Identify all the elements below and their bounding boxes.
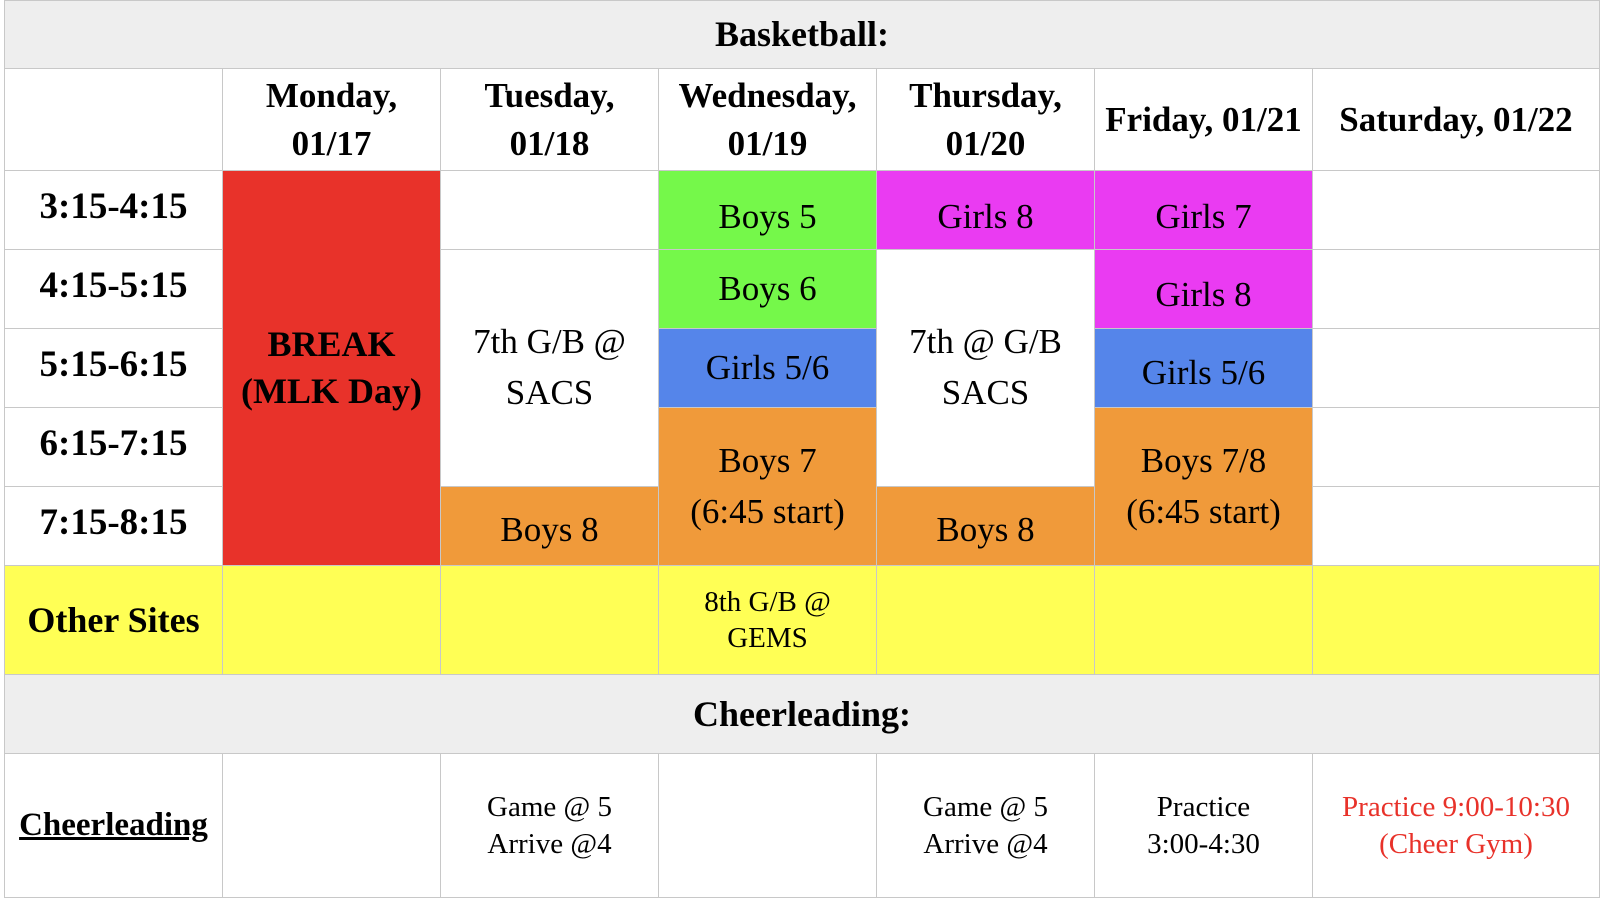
event-thursday-7th-sacs: 7th @ G/B SACS	[876, 249, 1095, 487]
cheerleading-row-label: Cheerleading	[4, 753, 223, 898]
day-header-thursday: Thursday, 01/20	[876, 68, 1095, 171]
day-header-friday: Friday, 01/21	[1094, 68, 1313, 171]
event-wednesday-boys7: Boys 7 (6:45 start)	[658, 407, 877, 566]
empty-cell-sat-3	[1312, 328, 1600, 408]
event-thursday-boys8: Boys 8	[876, 486, 1095, 566]
event-thursday-girls8: Girls 8	[876, 170, 1095, 250]
empty-cell-sat-1	[1312, 170, 1600, 250]
schedule-sheet	[4, 0, 1600, 898]
basketball-section-header: Basketball:	[4, 0, 1600, 69]
empty-cell-sat-5	[1312, 486, 1600, 566]
time-slot-2: 4:15-5:15	[4, 249, 223, 329]
cheer-cell-thursday: Game @ 5 Arrive @4	[876, 753, 1095, 898]
event-tuesday-7th-sacs: 7th G/B @ SACS	[440, 249, 659, 487]
time-slot-1: 3:15-4:15	[4, 170, 223, 250]
event-wednesday-boys6: Boys 6	[658, 249, 877, 329]
cheer-cell-monday	[222, 753, 441, 898]
other-sites-monday	[222, 565, 441, 675]
day-header-saturday: Saturday, 01/22	[1312, 68, 1600, 171]
event-wednesday-boys5: Boys 5	[658, 170, 877, 250]
other-sites-friday	[1094, 565, 1313, 675]
event-tuesday-boys8: Boys 8	[440, 486, 659, 566]
event-monday-break: BREAK (MLK Day)	[222, 170, 441, 566]
cheer-cell-friday: Practice 3:00-4:30	[1094, 753, 1313, 898]
day-header-monday: Monday, 01/17	[222, 68, 441, 171]
time-slot-3: 5:15-6:15	[4, 328, 223, 408]
cheer-cell-wednesday	[658, 753, 877, 898]
event-friday-girls7: Girls 7	[1094, 170, 1313, 250]
cheer-cell-tuesday: Game @ 5 Arrive @4	[440, 753, 659, 898]
other-sites-thursday	[876, 565, 1095, 675]
cheer-cell-saturday: Practice 9:00-10:30 (Cheer Gym)	[1312, 753, 1600, 898]
day-header-wednesday: Wednesday, 01/19	[658, 68, 877, 171]
other-sites-wednesday: 8th G/B @ GEMS	[658, 565, 877, 675]
day-header-tuesday: Tuesday, 01/18	[440, 68, 659, 171]
event-friday-girls8: Girls 8	[1094, 249, 1313, 329]
time-slot-5: 7:15-8:15	[4, 486, 223, 566]
cheerleading-section-header: Cheerleading:	[4, 674, 1600, 754]
other-sites-label: Other Sites	[4, 565, 223, 675]
event-friday-boys78: Boys 7/8 (6:45 start)	[1094, 407, 1313, 566]
other-sites-tuesday	[440, 565, 659, 675]
empty-cell-tue-1	[440, 170, 659, 250]
corner-cell	[4, 68, 223, 171]
other-sites-saturday	[1312, 565, 1600, 675]
event-friday-girls56: Girls 5/6	[1094, 328, 1313, 408]
time-slot-4: 6:15-7:15	[4, 407, 223, 487]
empty-cell-sat-2	[1312, 249, 1600, 329]
empty-cell-sat-4	[1312, 407, 1600, 487]
event-wednesday-girls56: Girls 5/6	[658, 328, 877, 408]
